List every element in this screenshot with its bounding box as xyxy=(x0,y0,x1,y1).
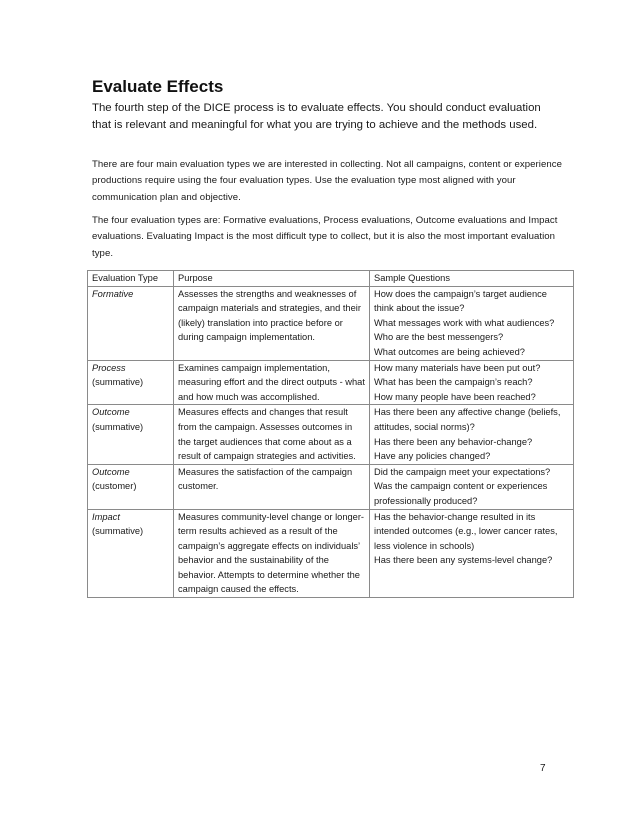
header-purpose: Purpose xyxy=(174,271,370,287)
evaluation-type-cell xyxy=(88,286,174,360)
sample-questions-cell xyxy=(370,464,574,509)
sample-question: What messages work with what audiences? xyxy=(374,317,555,328)
table-row xyxy=(88,464,574,509)
sample-question: How many materials have been put out? xyxy=(374,362,541,373)
section-heading: Evaluate Effects xyxy=(92,77,224,96)
sample-question: Did the campaign meet your expectations? xyxy=(374,466,551,477)
sample-questions-cell xyxy=(370,405,574,464)
purpose-cell: Measures effects and changes that result from the campaign. Assesses outcomes in the target audiences that come about as a result of campaign strategies and activities. xyxy=(174,405,370,464)
sample-question: What has been the campaign’s reach? xyxy=(374,377,533,388)
page-number: 7 xyxy=(540,763,546,774)
sample-question: Has there been any affective change (beliefs, attitudes, social norms)? xyxy=(374,407,561,432)
evaluation-type-subtype: (summative) xyxy=(92,421,144,432)
table-row xyxy=(88,360,574,405)
intro-paragraph: The fourth step of the DICE process is to evaluate effects. You should conduct evaluation that is relevant and meaningful for what you are trying to achieve and the methods used. xyxy=(92,102,541,131)
evaluation-types-paragraph: There are four main evaluation types we are interested in collecting. Not all campaigns, content or experience productions require using the four evaluation types. Use the evaluation type most aligned with your communication plan and objective. xyxy=(92,159,562,203)
evaluation-type-name: Formative xyxy=(92,288,134,299)
evaluation-type-name: Impact xyxy=(92,511,120,522)
evaluation-types-table xyxy=(87,270,574,598)
table-row xyxy=(88,405,574,464)
sample-question: Have any policies changed? xyxy=(374,451,491,462)
evaluation-type-cell xyxy=(88,360,174,405)
header-sample-questions: Sample Questions xyxy=(370,271,574,287)
evaluation-type-name: Process xyxy=(92,362,126,373)
sample-question: How does the campaign’s target audience think about the issue? xyxy=(374,288,547,314)
evaluation-type-cell xyxy=(88,464,174,509)
sample-question: How many people have been reached? xyxy=(374,391,536,402)
evaluation-type-name: Outcome xyxy=(92,407,130,418)
evaluation-type-name: Outcome xyxy=(92,466,130,477)
sample-question: Was the campaign content or experiences professionally produced? xyxy=(374,481,548,506)
sample-question: Who are the best messengers? xyxy=(374,332,504,343)
sample-questions-cell xyxy=(370,509,574,598)
sample-question: Has there been any behavior-change? xyxy=(374,436,533,447)
purpose-cell: Measures community-level change or longer-term results achieved as a result of the campaign’s aggregate effects on individuals’ behavior and the sustainability of the behavior. Attempts to determine whether the campaign caused the effects. xyxy=(174,509,370,598)
sample-questions-cell xyxy=(370,286,574,360)
header-evaluation-type: Evaluation Type xyxy=(88,271,174,287)
evaluation-type-cell xyxy=(88,509,174,598)
evaluation-types-list-paragraph: The four evaluation types are: Formative evaluations, Process evaluations, Outcome evaluations and Impact evaluations. Evaluating Impact is the most difficult type to collect, but it is also the most important evaluation type. xyxy=(92,215,558,259)
table-header-row xyxy=(88,271,574,287)
purpose-cell: Assesses the strengths and weaknesses of campaign materials and strategies, and their (likely) translation into practice before or during campaign implementation. xyxy=(174,286,370,360)
purpose-cell: Measures the satisfaction of the campaign customer. xyxy=(174,464,370,509)
evaluation-type-subtype: (summative) xyxy=(92,526,144,537)
evaluation-type-subtype: (customer) xyxy=(92,481,137,492)
sample-question: Has the behavior-change resulted in its intended outcomes (e.g., lower cancer rates, less violence in schools) xyxy=(374,511,558,551)
table-row xyxy=(88,286,574,360)
table-row xyxy=(88,509,574,598)
purpose-cell: Examines campaign implementation, measuring effort and the direct outputs - what and how much was accomplished. xyxy=(174,360,370,405)
sample-question: What outcomes are being achieved? xyxy=(374,346,525,357)
evaluation-type-subtype: (summative) xyxy=(92,377,144,388)
sample-question: Has there been any systems-level change? xyxy=(374,555,553,566)
sample-questions-cell xyxy=(370,360,574,405)
evaluation-type-cell xyxy=(88,405,174,464)
